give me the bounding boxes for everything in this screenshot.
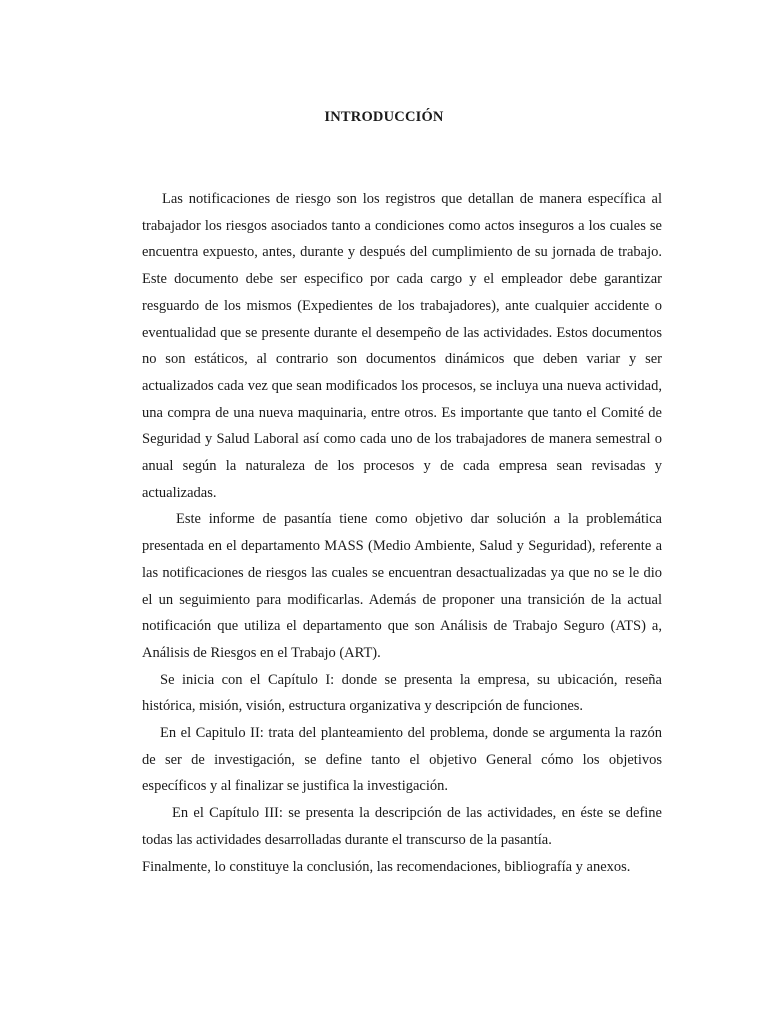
paragraph-chapter-two: En el Capitulo II: trata del planteamiento del problema, donde se argumenta la razón de ser de investigación, se define tanto el objetivo General cómo los objetivos específicos y al finalizar se justifica la investigación. xyxy=(142,725,662,795)
paragraph-conclusion: Finalmente, lo constituye la conclusión, las recomendaciones, bibliografía y anexos. xyxy=(142,858,631,875)
paragraph-intro-notifications: Las notificaciones de riesgo son los registros que detallan de manera específica al trabajador los riesgos asociados tanto a condiciones como actos inseguros a los cuales se encuentra expuesto, antes, durante y después del cumplimiento de su jornada de trabajo. Este documento debe ser especifico por cada cargo y el empleador debe garantizar resguardo de los mismos (Expedientes de los trabajadores), ante cualquier accidente o eventualidad que se presente durante el desempeño de las actividades. Estos documentos no son estáticos, al contrario son documentos dinámicos que deben variar y ser actualizados cada vez que sean modificados los procesos, se incluya una nueva actividad, una compra de una nueva maquinaria, entre otros. Es importante que tanto el Comité de Seguridad y Salud Laboral así como cada uno de los trabajadores de manera semestral o anual según la naturaleza de los procesos y de cada empresa sean revisadas y actualizadas. xyxy=(142,191,662,501)
paragraph-chapter-three: En el Capítulo III: se presenta la descripción de las actividades, en éste se define todas las actividades desarrolladas durante el transcurso de la pasantía. xyxy=(142,805,662,848)
page-title: INTRODUCCIÓN xyxy=(324,109,444,125)
paragraph-chapter-one: Se inicia con el Capítulo I: donde se presenta la empresa, su ubicación, reseña histórica, misión, visión, estructura organizativa y descripción de funciones. xyxy=(142,671,662,715)
paragraph-report-objective: Este informe de pasantía tiene como objetivo dar solución a la problemática presentada en el departamento MASS (Medio Ambiente, Salud y Seguridad), referente a las notificaciones de riesgos las cuales se encuentran desactualizadas ya que no se le dio el un seguimiento para modificarlas. Además de proponer una transición de la actual notificación que utiliza el departamento que son Análisis de Trabajo Seguro (ATS) a, Análisis de Riesgos en el Trabajo (ART). xyxy=(142,511,662,661)
document-body xyxy=(142,186,662,880)
